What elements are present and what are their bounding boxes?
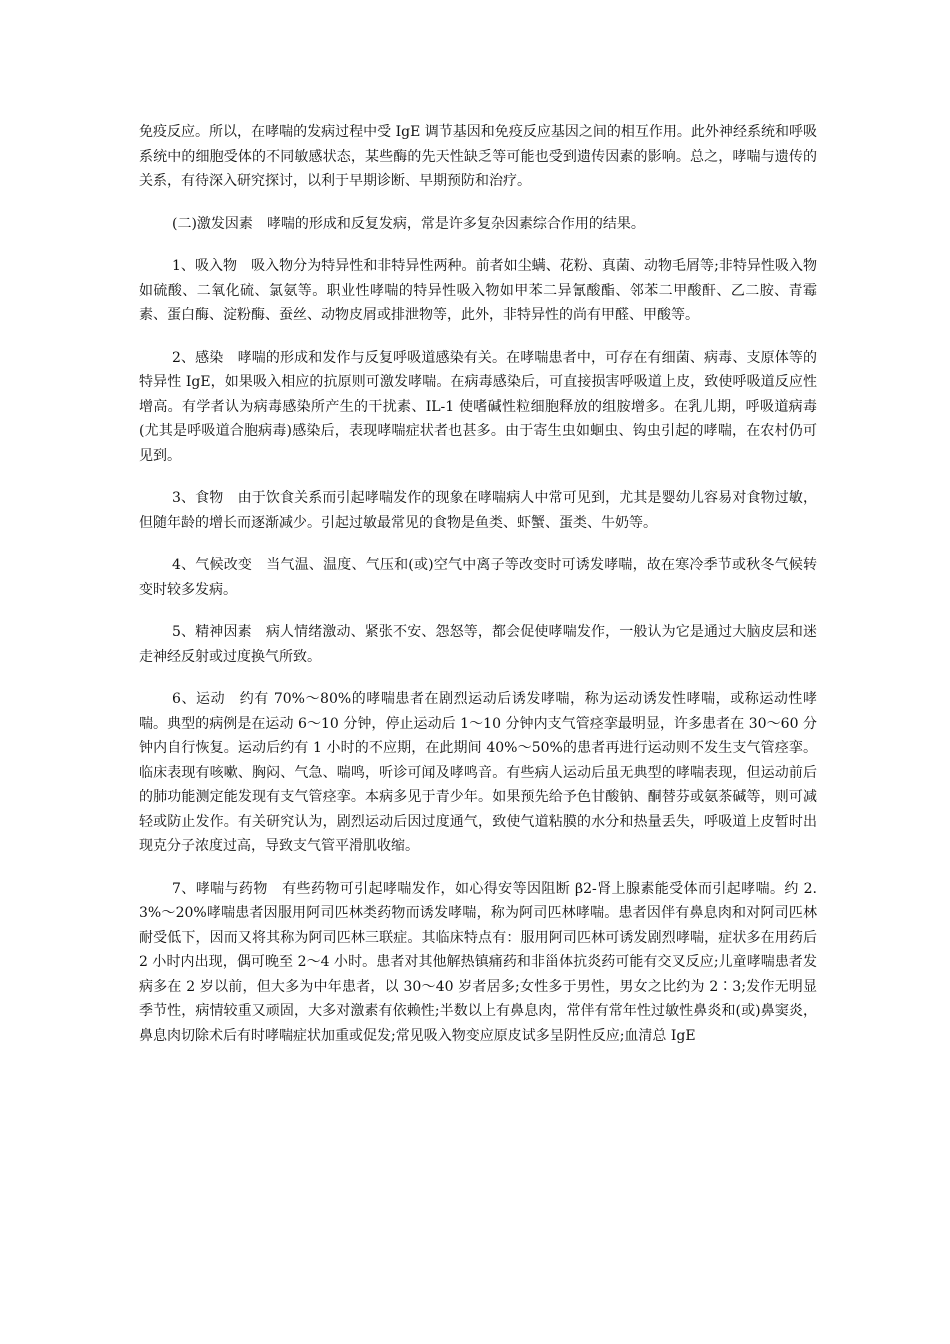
paragraph-climate [139, 553, 817, 602]
paragraph-infection [139, 346, 817, 469]
paragraph-text: 有些药物可引起哮喘发作，如心得安等因阻断 β2-肾上腺素能受体而引起哮喘。约 2.3%～20%哮喘患者因服用阿司匹林类药物而诱发哮喘，称为阿司匹林哮喘。患者因伴有鼻息肉和对阿司匹林耐受低下，因而又将其称为阿司匹林三联症。其临床特点有：服用阿司匹林可诱发剧烈哮喘，症状多在用药后 2 小时内出现，偶可晚至 2～4 小时。患者对其他解热镇痛药和非甾体抗炎药可能有交叉反应;儿童哮喘患者发病多在 2 岁以前，但大多为中年患者，以 30～40 岁者居多;女性多于男性，男女之比约为 2∶3;发作无明显季节性，病情较重又顽固，大多对激素有依赖性;半数以上有鼻息肉，常伴有常年性过敏性鼻炎和(或)鼻窦炎，鼻息肉切除术后有时哮喘症状加重或促发;常见吸入物变应原皮试多呈阴性反应;血清总 IgE [139, 880, 817, 1044]
section-heading: (二)激发因素 [172, 215, 253, 232]
paragraph-mental [139, 620, 817, 669]
paragraph-text: 吸入物分为特异性和非特异性两种。前者如尘螨、花粉、真菌、动物毛屑等;非特异性吸入物如硫酸、二氧化硫、氯氨等。职业性哮喘的特异性吸入物如甲苯二异氰酸酯、邻苯二甲酸酐、乙二胺、青霉素、蛋白酶、淀粉酶、蚕丝、动物皮屑或排泄物等，此外，非特异性的尚有甲醛、甲酸等。 [139, 258, 817, 323]
paragraph-text: 哮喘的形成和反复发病，常是许多复杂因素综合作用的结果。 [266, 215, 645, 232]
section-heading: 7、哮喘与药物 [172, 880, 268, 897]
paragraph-text: 约有 70%～80%的哮喘患者在剧烈运动后诱发哮喘，称为运动诱发性哮喘，或称运动性哮喘。典型的病例是在运动 6～10 分钟，停止运动后 1～10 分钟内支气管痉挛最明显，许多患者在 30～60 分钟内自行恢复。运动后约有 1 小时的不应期，在此期间 40%～50%的患者再进行运动则不发生支气管痉挛。临床表现有咳嗽、胸闷、气急、喘鸣，听诊可闻及哮鸣音。有些病人运动后虽无典型的哮喘表现，但运动前后的肺功能测定能发现有支气管痉挛。本病多见于青少年。如果预先给予色甘酸钠、酮替芬或氨茶碱等，则可减轻或防止发作。有关研究认为，剧烈运动后因过度通气，致使气道粘膜的水分和热量丢失，呼吸道上皮暂时出现克分子浓度过高，导致支气管平滑肌收缩。 [139, 691, 817, 854]
paragraph-drugs [139, 877, 817, 1049]
section-heading: 4、气候改变 [172, 557, 253, 573]
section-heading: 5、精神因素 [172, 624, 252, 640]
document-page [139, 120, 817, 1066]
section-heading: 1、吸入物 [172, 258, 238, 274]
paragraph-text: 病人情绪激动、紧张不安、怨怒等，都会促使哮喘发作，一般认为它是通过大脑皮层和迷走神经反射或过度换气所致。 [139, 624, 817, 665]
paragraph-text: 由于饮食关系而引起哮喘发作的现象在哮喘病人中常可见到，尤其是婴幼儿容易对食物过敏，但随年龄的增长而逐渐减少。引起过敏最常见的食物是鱼类、虾蟹、蛋类、牛奶等。 [139, 490, 817, 531]
paragraph-text: 当气温、温度、气压和(或)空气中离子等改变时可诱发哮喘，故在寒冷季节或秋冬气候转变时较多发病。 [139, 557, 817, 598]
paragraph-exercise [139, 687, 817, 859]
paragraph-food [139, 486, 817, 535]
section-heading: 2、感染 [172, 349, 224, 366]
paragraph-triggers [139, 212, 817, 237]
paragraph-intro [139, 120, 817, 194]
section-heading: 3、食物 [172, 490, 224, 506]
paragraph-text: 免疫反应。所以，在哮喘的发病过程中受 IgE 调节基因和免疫反应基因之间的相互作用。此外神经系统和呼吸系统中的细胞受体的不同敏感状态，某些酶的先天性缺乏等可能也受到遗传因素的影响。总之，哮喘与遗传的关系，有待深入研究探讨，以利于早期诊断、早期预防和治疗。 [139, 124, 817, 189]
paragraph-text: 哮喘的形成和发作与反复呼吸道感染有关。在哮喘患者中，可存在有细菌、病毒、支原体等的特异性 IgE，如果吸入相应的抗原则可激发哮喘。在病毒感染后，可直接损害呼吸道上皮，致使呼吸道反应性增高。有学者认为病毒感染所产生的干扰素、IL-1 使嗜碱性粒细胞释放的组胺增多。在乳儿期，呼吸道病毒(尤其是呼吸道合胞病毒)感染后，表现哮喘症状者也甚多。由于寄生虫如蛔虫、钩虫引起的哮喘，在农村仍可见到。 [139, 349, 817, 464]
section-heading: 6、运动 [172, 691, 226, 707]
paragraph-inhalants [139, 254, 817, 328]
